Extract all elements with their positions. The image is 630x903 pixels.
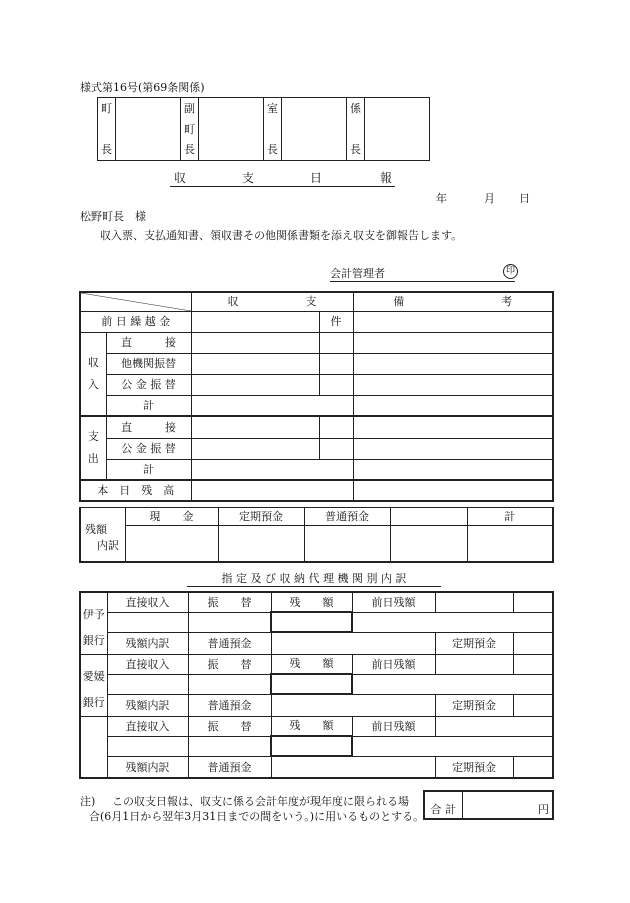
expense-public-transfer-label: 公 金 振 替 <box>106 438 191 459</box>
main-table <box>79 291 554 502</box>
date-year: 年 <box>436 192 447 205</box>
prev-balance-cell[interactable] <box>435 592 513 612</box>
remarks-cell[interactable] <box>353 374 553 395</box>
remarks-cell[interactable] <box>353 353 553 374</box>
ordinary-label: 普通預金 <box>188 756 271 778</box>
group-char: 入 <box>87 377 99 391</box>
approval-label: 長 <box>264 140 282 161</box>
blank-amount[interactable] <box>390 526 467 562</box>
header-char: 考 <box>501 295 513 309</box>
bank-name <box>80 716 107 778</box>
total-amount[interactable] <box>467 526 553 562</box>
note-line-2: 合(6月1日から翌年3月31日までの間をいう。)に用いるものとする。 <box>89 810 425 823</box>
bank-name-char: 銀行 <box>82 633 105 647</box>
document-title <box>170 172 395 187</box>
grand-total-amount[interactable] <box>462 791 553 819</box>
amount-cell[interactable] <box>191 374 319 395</box>
transfer-label: 振 替 <box>188 592 271 612</box>
fixed-label: 定期預金 <box>435 632 513 654</box>
grand-total-label: 合 計 <box>424 791 462 819</box>
title-char: 日 <box>310 171 323 185</box>
expense-direct-label: 直 接 <box>106 416 191 438</box>
count-cell[interactable] <box>319 438 353 459</box>
yen-unit: 円 <box>538 803 549 816</box>
header-char: 収 <box>227 295 239 309</box>
group-char: 出 <box>87 452 99 465</box>
title-char: 収 <box>174 171 187 185</box>
carryover-amount[interactable] <box>191 311 319 332</box>
prev-balance-label: 前日残額 <box>352 654 435 674</box>
count-cell[interactable] <box>319 374 353 395</box>
date-day: 日 <box>519 192 530 205</box>
group-char: 収 <box>87 355 99 369</box>
cash-head: 現 金 <box>125 508 218 526</box>
fixed-label: 定期預金 <box>435 756 513 778</box>
direct-income-amount[interactable] <box>107 612 188 632</box>
note-label: 注) <box>80 795 96 808</box>
fixed-deposit-amount[interactable] <box>218 526 304 562</box>
carryover-remarks[interactable] <box>353 311 553 332</box>
bank-table <box>79 591 554 779</box>
note-line-1: この収支日報は、収支に係る会計年度が現年度に限られる場 <box>112 795 409 808</box>
approval-label: 長 <box>347 140 365 161</box>
direct-income-label: 直接収入 <box>107 592 188 612</box>
approval-label: 長 <box>181 140 199 161</box>
count-cell[interactable] <box>319 416 353 438</box>
transfer-label: 振 替 <box>188 716 271 736</box>
today-balance-label: 本 日 残 高 <box>80 480 191 501</box>
total-head: 計 <box>467 508 553 526</box>
breakdown-label <box>80 508 125 562</box>
approval-seal-box[interactable] <box>282 98 347 161</box>
balance-label: 残 額 <box>271 654 352 674</box>
remarks-cell[interactable] <box>353 416 553 438</box>
bank-name-char: 愛媛 <box>82 669 105 683</box>
header-shushi <box>191 292 353 311</box>
ordinary-deposit-amount[interactable] <box>304 526 390 562</box>
income-total-label: 計 <box>106 395 191 416</box>
income-total-amount[interactable] <box>191 395 353 416</box>
count-cell[interactable] <box>319 353 353 374</box>
blank-cell <box>352 736 553 756</box>
remarks-cell[interactable] <box>353 459 553 480</box>
addressee: 松野町長 様 <box>80 210 146 223</box>
approval-label <box>264 119 282 140</box>
agent-section-title: 指 定 及 び 収 納 代 理 機 関 別 内 訳 <box>187 573 441 587</box>
approval-label: 町 <box>98 98 116 119</box>
amount-cell[interactable] <box>191 353 319 374</box>
bank-name <box>80 592 107 654</box>
prev-balance-cell[interactable] <box>435 716 553 736</box>
transfer-amount[interactable] <box>188 612 271 632</box>
accountant-label: 会計管理者 <box>330 268 515 282</box>
intro-text: 収入票、支払通知書、領収書その他関係書類を添え収支を御報告します。 <box>100 229 463 242</box>
title-char: 支 <box>242 171 255 185</box>
direct-income-label: 直接収入 <box>107 716 188 736</box>
fixed-label: 定期預金 <box>435 694 513 716</box>
header-char: 備 <box>393 295 405 309</box>
approval-seal-box[interactable] <box>116 98 181 161</box>
balance-amount[interactable] <box>271 736 352 756</box>
income-group-label <box>80 332 106 416</box>
approval-seal-box[interactable] <box>365 98 430 161</box>
count-cell[interactable] <box>319 332 353 353</box>
expense-total-label: 計 <box>106 459 191 480</box>
approval-label: 係 <box>347 98 365 119</box>
income-direct-label: 直 接 <box>106 332 191 353</box>
approval-table <box>97 97 430 161</box>
transfer-amount[interactable] <box>188 736 271 756</box>
income-public-transfer-label: 公 金 振 替 <box>106 374 191 395</box>
breakdown-char: 内訳 <box>97 539 119 553</box>
grand-total-box <box>423 790 554 820</box>
remarks-cell[interactable] <box>353 480 553 501</box>
fixed-deposit-head: 定期預金 <box>218 508 304 526</box>
cash-amount[interactable] <box>125 526 218 562</box>
balance-amount[interactable] <box>271 612 352 632</box>
approval-label: 長 <box>98 140 116 161</box>
transfer-amount[interactable] <box>188 674 271 694</box>
remarks-cell[interactable] <box>353 438 553 459</box>
blank-cell <box>352 674 553 694</box>
approval-label: 副 <box>181 98 199 119</box>
ordinary-deposit-head: 普通預金 <box>304 508 390 526</box>
prev-balance-cell[interactable] <box>435 654 513 674</box>
balance-breakdown-table <box>79 507 554 563</box>
balance-amount[interactable] <box>271 674 352 694</box>
breakdown-label: 残額内訳 <box>107 756 188 778</box>
prev-balance-cell[interactable] <box>513 654 553 674</box>
income-other-transfer-label: 他機関振替 <box>106 353 191 374</box>
ordinary-amount[interactable] <box>271 694 435 716</box>
today-balance-amount[interactable] <box>191 480 353 501</box>
fixed-amount[interactable] <box>513 756 553 778</box>
count-label: 件 <box>319 311 353 332</box>
balance-label: 残 額 <box>271 716 352 736</box>
ordinary-label: 普通預金 <box>188 632 271 654</box>
amount-cell[interactable] <box>191 438 319 459</box>
expense-total-amount[interactable] <box>191 459 353 480</box>
header-biko <box>353 292 553 311</box>
fixed-amount[interactable] <box>513 632 553 654</box>
header-char: 支 <box>305 295 317 309</box>
bank-name-char: 伊予 <box>82 607 105 621</box>
seal-char: 印 <box>505 266 515 276</box>
group-char: 支 <box>87 430 99 443</box>
breakdown-char: 残額 <box>85 523 107 537</box>
carryover-label: 前 日 繰 越 金 <box>80 311 191 332</box>
approval-label <box>98 119 116 140</box>
direct-income-amount[interactable] <box>107 736 188 756</box>
approval-label <box>347 119 365 140</box>
remarks-cell[interactable] <box>353 332 553 353</box>
expense-group-label <box>80 416 106 480</box>
amount-cell[interactable] <box>191 332 319 353</box>
prev-balance-label: 前日残額 <box>352 592 435 612</box>
ordinary-amount[interactable] <box>271 756 435 778</box>
ordinary-amount[interactable] <box>271 632 435 654</box>
ordinary-label: 普通預金 <box>188 694 271 716</box>
direct-income-amount[interactable] <box>107 674 188 694</box>
blank-head <box>390 508 467 526</box>
balance-label: 残 額 <box>271 592 352 612</box>
title-char: 報 <box>380 171 393 185</box>
approval-label: 町 <box>181 119 199 140</box>
approval-label: 室 <box>264 98 282 119</box>
header-diagonal-cell <box>80 292 191 311</box>
form-label: 様式第16号(第69条関係) <box>80 81 205 94</box>
prev-balance-label: 前日残額 <box>352 716 435 736</box>
seal-mark <box>503 264 518 279</box>
blank-cell <box>352 612 553 632</box>
fixed-amount[interactable] <box>513 694 553 716</box>
bank-name-char: 銀行 <box>82 695 105 709</box>
transfer-label: 振 替 <box>188 654 271 674</box>
prev-balance-cell[interactable] <box>513 592 553 612</box>
remarks-cell[interactable] <box>353 395 553 416</box>
direct-income-label: 直接収入 <box>107 654 188 674</box>
breakdown-label: 残額内訳 <box>107 632 188 654</box>
date-month: 月 <box>484 192 495 205</box>
bank-name <box>80 654 107 716</box>
approval-seal-box[interactable] <box>199 98 264 161</box>
breakdown-label: 残額内訳 <box>107 694 188 716</box>
amount-cell[interactable] <box>191 416 319 438</box>
